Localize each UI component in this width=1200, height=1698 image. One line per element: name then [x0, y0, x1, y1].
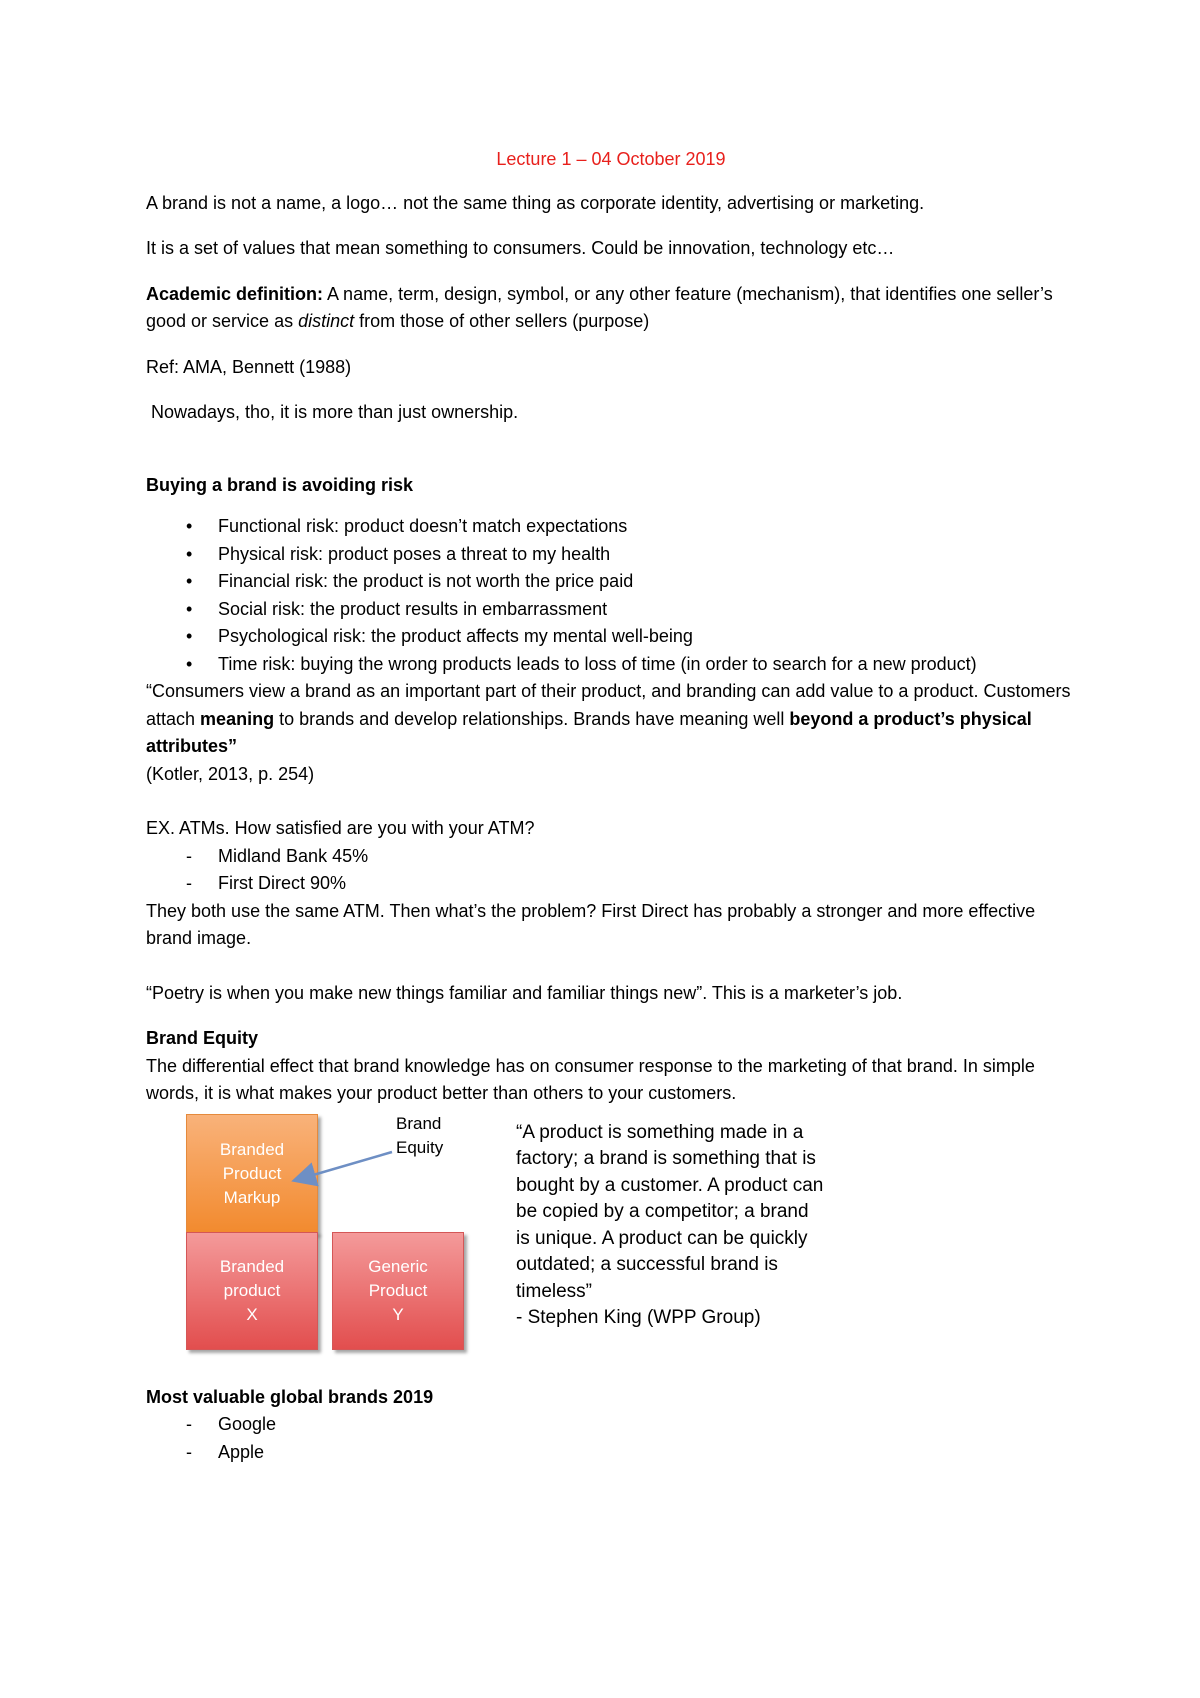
atm-intro: EX. ATMs. How satisfied are you with your ATM?: [146, 818, 535, 838]
stephen-king-quote: [516, 1120, 876, 1332]
valuable-brands-heading: Most valuable global brands 2019: [146, 1386, 434, 1407]
spacer: [146, 953, 1076, 980]
generic-product-y-box: [332, 1232, 464, 1350]
list-item: - First Direct 90%: [146, 870, 1076, 898]
quote-line: timeless”: [516, 1280, 593, 1302]
brand-equity-arrow-icon: [146, 1114, 506, 1234]
nowadays-line: Nowadays, tho, it is more than just ownership.: [146, 402, 519, 422]
spacer: [146, 788, 1076, 815]
kotler-citation: (Kotler, 2013, p. 254): [146, 763, 315, 784]
list-item: • Financial risk: the product is not worth the price paid: [146, 568, 1076, 596]
box-label-line: Markup: [223, 1187, 281, 1207]
quote-line: outdated; a successful brand is: [516, 1254, 778, 1275]
valuable-brands-list: [146, 1411, 1076, 1466]
list-item: - Google: [146, 1411, 1076, 1439]
brand-equity-definition: The differential effect that brand knowledge has on consumer response to the marketing of that brand. In simple words, it is what makes your product better than others to your customers.: [146, 1055, 1035, 1103]
list-item: • Functional risk: product doesn’t match expectations: [146, 513, 1076, 541]
kotler-quote: [146, 678, 1076, 761]
academic-definition-text-2: from those of other sellers (purpose): [354, 311, 650, 331]
atm-conclusion: They both use the same ATM. Then what’s the problem? First Direct has probably a stronger and more effective brand image.: [146, 900, 1036, 948]
label-line: Brand: [396, 1113, 442, 1133]
box-label-line: Y: [392, 1304, 404, 1324]
kotler-quote-part-1: “Consumers view a brand as an important part of their product, and branding can add value to a product. Customers attach: [146, 681, 1071, 729]
list-item: - Midland Bank 45%: [146, 843, 1076, 871]
brand-equity-figure: [146, 1114, 1076, 1364]
reference-line: Ref: AMA, Bennett (1988): [146, 356, 352, 377]
atm-list: [146, 843, 1076, 898]
list-item: • Psychological risk: the product affects my mental well-being: [146, 623, 1076, 651]
box-label-line: Product: [222, 1163, 282, 1183]
document-page: [146, 146, 1076, 1466]
quote-line: is unique. A product can be quickly: [516, 1227, 808, 1249]
risk-heading: Buying a brand is avoiding risk: [146, 474, 414, 495]
quote-line: “A product is something made in a: [516, 1121, 804, 1143]
poetry-quote: “Poetry is when you make new things familiar and familiar things new”. This is a marketer’s job.: [146, 982, 903, 1003]
spacer: [146, 445, 1076, 472]
kotler-quote-part-2: to brands and develop relationships. Brands have meaning well: [274, 708, 790, 729]
academic-definition-italic: distinct: [298, 311, 355, 331]
label-line: Equity: [396, 1137, 444, 1157]
list-item: • Physical risk: product poses a threat to my health: [146, 541, 1076, 569]
quote-line: - Stephen King (WPP Group): [516, 1307, 761, 1328]
risk-list: [146, 513, 1076, 678]
box-label-line: Product: [368, 1280, 428, 1300]
page-title: Lecture 1 – 04 October 2019: [496, 149, 726, 169]
branded-product-x-box: [186, 1232, 318, 1350]
box-label-line: Generic: [368, 1256, 428, 1276]
box-label-line: product: [223, 1280, 281, 1300]
kotler-quote-bold-1: meaning: [200, 708, 275, 729]
list-item: • Time risk: buying the wrong products leads to loss of time (in order to search for a new product): [146, 651, 1076, 679]
intro-paragraph-1: A brand is not a name, a logo… not the same thing as corporate identity, advertising or marketing.: [146, 192, 925, 213]
quote-line: factory; a brand is something that is: [516, 1148, 816, 1169]
brand-equity-heading: Brand Equity: [146, 1028, 259, 1048]
list-item: • Social risk: the product results in embarrassment: [146, 596, 1076, 624]
quote-line: be copied by a competitor; a brand: [516, 1201, 809, 1222]
list-item: - Apple: [146, 1439, 1076, 1467]
box-label-line: Branded: [219, 1256, 285, 1276]
quote-line: bought by a customer. A product can: [516, 1174, 824, 1196]
academic-definition-label: Academic definition:: [146, 283, 324, 304]
academic-definition: [146, 281, 1076, 336]
kotler-quote-bold-2: beyond a product’s physical attributes”: [146, 708, 1032, 756]
academic-definition-text-1: A name, term, design, symbol, or any other feature (mechanism), that identifies one seller’s good or service as: [146, 283, 1053, 331]
intro-paragraph-2: It is a set of values that mean something to consumers. Could be innovation, technology etc…: [146, 238, 895, 258]
box-label-line: X: [246, 1304, 258, 1324]
box-label-line: Branded: [219, 1139, 285, 1159]
